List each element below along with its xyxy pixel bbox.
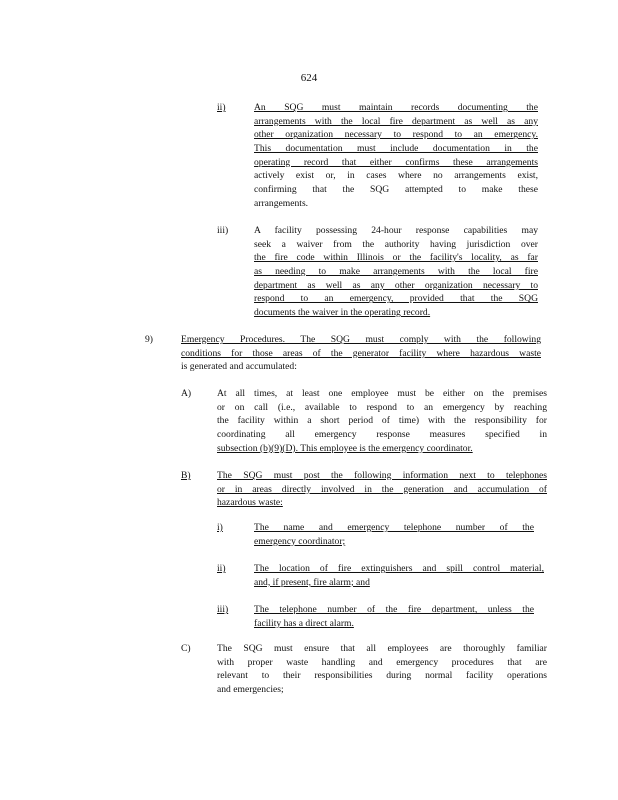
text-line: facility has a direct alarm. (254, 617, 354, 629)
text-line: actively exist or, in cases where no arrangements exist, (254, 170, 538, 182)
item-marker: A) (181, 388, 192, 399)
text-line: department as well as any other organization necessary to (254, 279, 538, 291)
text-line: The telephone number of the fire department, unless the (254, 604, 534, 615)
text-line: coordinating all emergency response measures specified in (217, 429, 547, 441)
text-line: At all times, at least one employee must be either on the premises (217, 388, 547, 399)
item-marker: iii) (217, 225, 229, 236)
text-line: hazardous waste: (217, 497, 283, 509)
text-line: documents the waiver in the operating record. (254, 307, 431, 319)
text-line: This documentation must include documentation in the (254, 143, 538, 155)
text-line: subsection (b)(9)(D). This employee is the emergency coordinator. (217, 442, 473, 454)
item-marker: B) (181, 470, 191, 481)
paragraph-text (254, 224, 538, 320)
text-line: or on call (i.e., available to respond to an emergency by reaching (217, 401, 547, 413)
text-line: Emergency Procedures. The SQG must comply with the following (181, 334, 541, 345)
text-line: A facility possessing 24-hour response capabilities may (254, 225, 538, 236)
text-line: The SQG must ensure that all employees are thoroughly familiar (217, 643, 547, 654)
item-marker: i) (217, 522, 223, 533)
text-line: respond to an emergency, provided that the SQG (254, 293, 538, 305)
text-line: The location of fire extinguishers and spill control material, (254, 563, 544, 574)
paragraph-text (217, 642, 547, 697)
paragraph-text (254, 521, 534, 548)
item-marker: ii) (217, 102, 226, 113)
item-marker: C) (181, 643, 191, 654)
paragraph-text (217, 387, 547, 455)
text-line: conditions for those areas of the generator facility where hazardous waste (181, 347, 541, 359)
text-line: The name and emergency telephone number of the (254, 522, 534, 533)
text-line: operating record that either confirms these arrangements (254, 156, 538, 168)
text-line: is generated and accumulated: (181, 361, 297, 373)
page-number: 624 (300, 72, 318, 84)
text-line: emergency coordinator; (254, 535, 346, 547)
paragraph-text (254, 603, 534, 630)
text-line: arrangements. (254, 197, 309, 209)
text-line: other organization necessary to respond to an emergency. (254, 129, 538, 141)
paragraph-text (181, 333, 541, 374)
item-marker: 9) (145, 334, 153, 345)
paragraph-text (254, 101, 538, 211)
text-line: and emergencies; (217, 684, 284, 696)
paragraph-text (217, 469, 547, 510)
text-line: arrangements with the local fire department as well as any (254, 115, 538, 127)
text-line: relevant to their responsibilities during normal facility operations (217, 670, 547, 682)
text-line: the fire code within Illinois or the facility's locality, as far (254, 252, 538, 264)
text-line: as needing to make arrangements with the local fire (254, 266, 538, 278)
text-line: with proper waste handling and emergency procedures that are (217, 656, 547, 668)
text-line: confirming that the SQG attempted to make these (254, 184, 538, 196)
item-marker: ii) (217, 563, 226, 574)
text-line: or in areas directly involved in the generation and accumulation of (217, 483, 547, 495)
text-line: the facility within a short period of time) with the responsibility for (217, 415, 547, 427)
text-line: The SQG must post the following information next to telephones (217, 470, 547, 481)
text-line: An SQG must maintain records documenting the (254, 102, 538, 113)
text-line: seek a waiver from the authority having jurisdiction over (254, 238, 538, 250)
item-marker: iii) (217, 604, 229, 615)
text-line: and, if present, fire alarm; and (254, 576, 370, 588)
paragraph-text (254, 562, 544, 589)
